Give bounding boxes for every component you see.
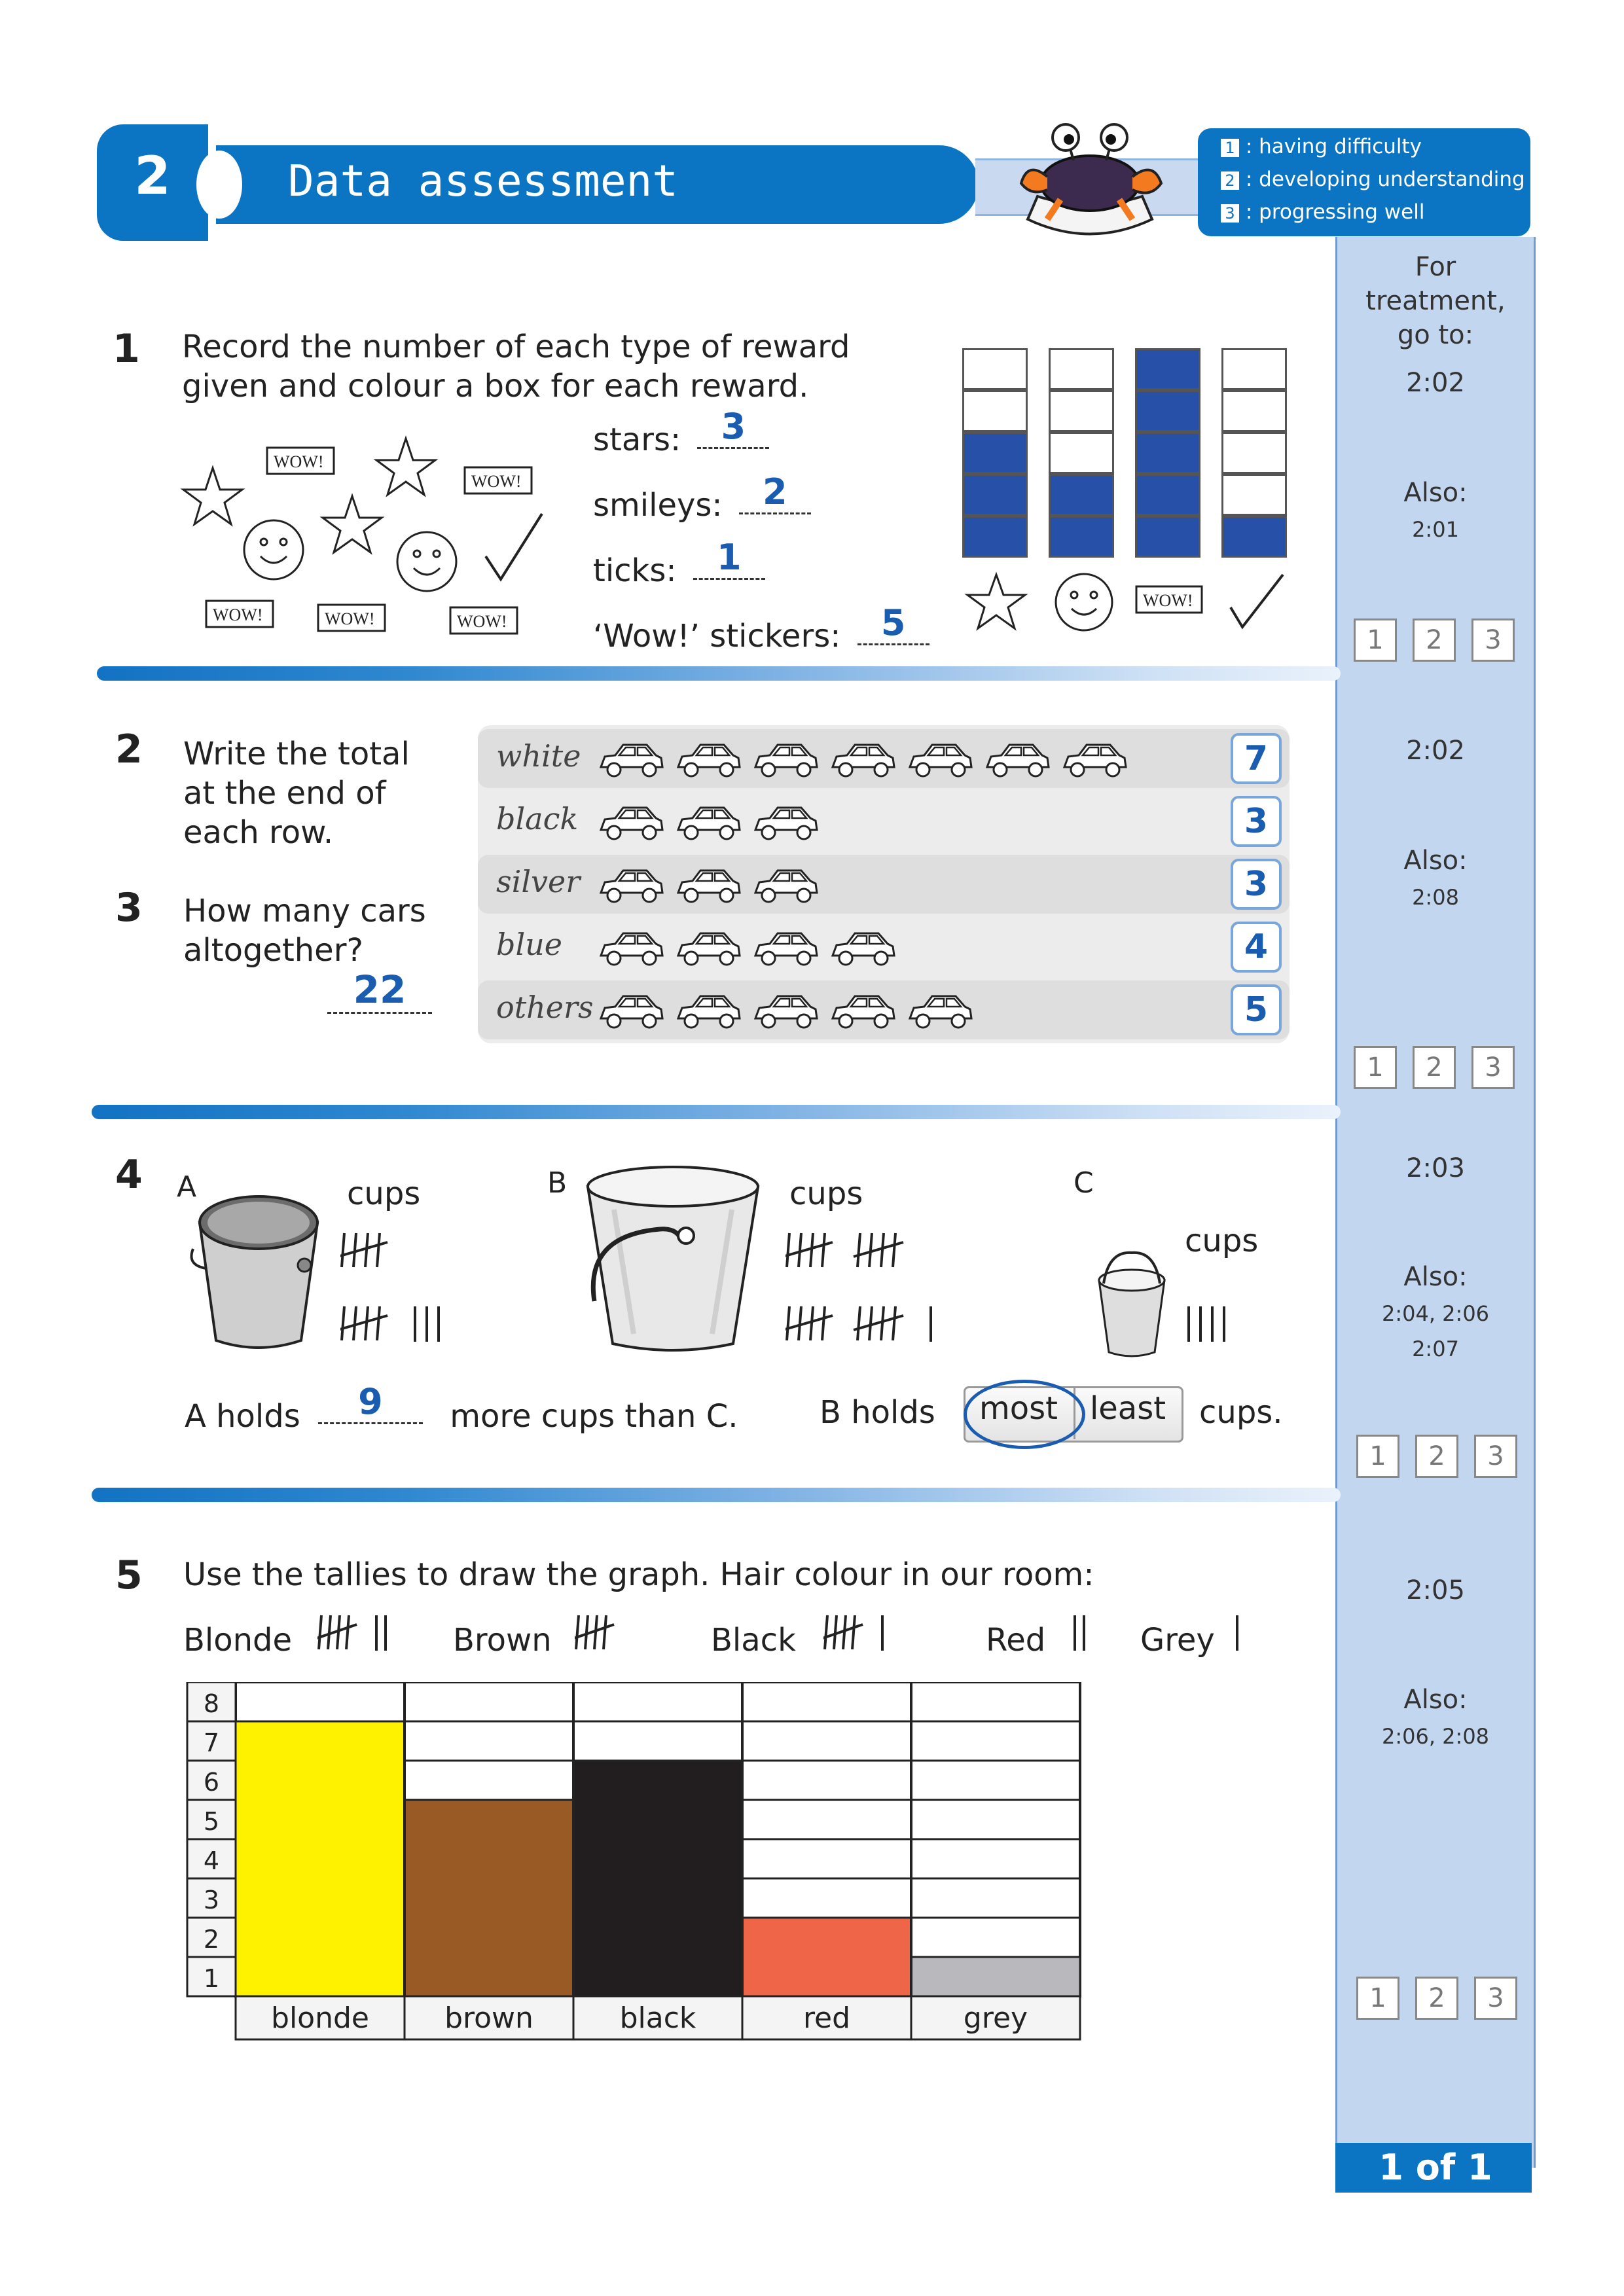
car-icon [678, 870, 740, 902]
option-most[interactable]: most [979, 1390, 1058, 1427]
rating-box-3[interactable]: 3 [1471, 619, 1515, 662]
car-icon [601, 933, 662, 965]
question-number: 4 [115, 1152, 143, 1198]
rating-box-1[interactable]: 1 [1354, 619, 1397, 662]
car-icon [755, 933, 817, 965]
tally-mark [810, 1233, 813, 1267]
rewards-picture [170, 425, 556, 648]
car-colour-label: black [496, 801, 579, 836]
bar-grey [911, 1957, 1080, 1996]
graph-box-tick[interactable] [1221, 474, 1287, 516]
car-row-white [478, 729, 1290, 788]
bucket-c-cups: cups [1185, 1223, 1259, 1259]
treatment-sidebar [1335, 237, 1536, 2188]
graph-box-wow[interactable] [1135, 348, 1200, 390]
graph-box-smiley[interactable] [1049, 474, 1114, 516]
also-label: Also: [1403, 1262, 1468, 1292]
tally-marks-black [823, 1609, 915, 1661]
svg-text:WOW!: WOW! [213, 605, 263, 624]
page-counter-label: 1 of 1 [1379, 2147, 1492, 2188]
tally-mark [342, 1233, 344, 1267]
tally-mark [377, 1306, 380, 1340]
section-divider [92, 1105, 1341, 1119]
option-least[interactable]: least [1089, 1390, 1166, 1427]
car-icons [596, 984, 1185, 1037]
record-label: ticks: [593, 552, 677, 589]
y-tick-label: 5 [203, 1807, 220, 1836]
graph-box-wow[interactable] [1135, 432, 1200, 474]
category-label: red [803, 2001, 851, 2035]
graph-box-tick[interactable] [1221, 390, 1287, 432]
compare-sentence-2: B holds [820, 1394, 935, 1431]
legend-text: : progressing well [1245, 200, 1425, 224]
bucket-a-icon [187, 1183, 331, 1360]
y-tick-label: 8 [203, 1689, 220, 1718]
tally-mark [810, 1306, 813, 1340]
car-colour-label: silver [496, 864, 581, 899]
tick-icon [486, 514, 542, 579]
car-icon [678, 996, 740, 1028]
bar-red [742, 1918, 911, 1996]
car-row-blue [478, 918, 1290, 977]
row-total-box[interactable]: 3 [1231, 859, 1282, 910]
tally-mark [852, 1615, 855, 1649]
svg-text:WOW!: WOW! [457, 612, 507, 631]
graph-box-star[interactable] [962, 390, 1028, 432]
tally-mark [319, 1615, 321, 1649]
tally-mark [576, 1615, 579, 1649]
also-ref: 2:01 [1412, 517, 1459, 542]
tally-marks-red [1071, 1609, 1110, 1661]
rating-box-3[interactable]: 3 [1474, 1435, 1517, 1478]
rating-box-3[interactable]: 3 [1471, 1046, 1515, 1089]
y-tick-label: 2 [203, 1925, 220, 1954]
tally-mark [365, 1306, 368, 1340]
question-prompt: Use the tallies to draw the graph. Hair colour in our room: [183, 1556, 1094, 1593]
tally-mark [825, 1615, 827, 1649]
graph-box-wow[interactable] [1135, 474, 1200, 516]
car-icons [596, 733, 1185, 785]
record-row-wow [593, 602, 929, 657]
compare-sentence-1 [185, 1381, 738, 1437]
record-row-stars [593, 406, 769, 461]
tally-mark [604, 1615, 606, 1649]
car-colour-label: blue [496, 927, 563, 962]
graph-box-star[interactable] [962, 516, 1028, 558]
car-icon [678, 933, 740, 965]
bucket-c-tally [1185, 1301, 1263, 1360]
category-label: brown [444, 2001, 533, 2035]
tally-mark [857, 1233, 860, 1267]
tally-mark [377, 1233, 380, 1267]
graph-box-tick[interactable] [1221, 432, 1287, 474]
bucket-a-tally [340, 1228, 484, 1359]
graph-box-smiley[interactable] [1049, 390, 1114, 432]
wow-sticker-icon [206, 448, 532, 634]
rating-box-1[interactable]: 1 [1356, 1977, 1399, 2020]
car-icon [910, 745, 971, 776]
crab-mascot-icon [1001, 121, 1178, 249]
question-prompt: Write the total [183, 736, 410, 772]
legend-key: 1 [1221, 139, 1239, 157]
tally-mark [346, 1615, 349, 1649]
record-row-smileys [593, 471, 811, 526]
rating-box-2[interactable]: 2 [1413, 619, 1456, 662]
header-number: 2 [134, 145, 171, 206]
car-colour-label: white [496, 738, 581, 774]
car-row-others [478, 980, 1290, 1039]
car-row-black [478, 792, 1290, 851]
question-prompt: each row. [183, 814, 334, 851]
svg-text:WOW!: WOW! [1143, 591, 1193, 610]
row-total-box[interactable]: 3 [1231, 796, 1282, 847]
category-label: black [619, 2001, 696, 2035]
graph-box-smiley[interactable] [1049, 348, 1114, 390]
record-answer[interactable]: 2 [739, 471, 811, 514]
row-total-box[interactable]: 4 [1231, 922, 1282, 973]
page-title: Data assessment [288, 156, 679, 206]
tally-strike [340, 1316, 388, 1330]
legend-item-1 [1221, 135, 1422, 158]
rating-box-1[interactable]: 1 [1354, 1046, 1397, 1089]
graph-box-star[interactable] [962, 348, 1028, 390]
tally-mark [881, 1306, 884, 1340]
goto-ref: 2:03 [1406, 1153, 1465, 1183]
most-selection-circle [964, 1380, 1085, 1449]
goto-ref: 2:02 [1406, 736, 1465, 766]
bar-brown [405, 1800, 573, 1996]
question-number: 5 [115, 1552, 143, 1598]
graph-box-wow[interactable] [1135, 516, 1200, 558]
tally-mark [822, 1233, 825, 1267]
smiley-icon [1056, 574, 1112, 630]
question-number: 2 [115, 726, 143, 772]
goto-ref: 2:05 [1406, 1575, 1465, 1605]
tally-mark [787, 1306, 789, 1340]
tally-strike [854, 1242, 903, 1257]
graph-box-star[interactable] [962, 432, 1028, 474]
tally-label-red: Red [986, 1622, 1046, 1659]
tally-label-brown: Brown [453, 1622, 552, 1659]
tally-strike [340, 1242, 388, 1257]
block-graph [962, 348, 1290, 564]
tally-mark [822, 1306, 825, 1340]
difference-answer[interactable]: 9 [318, 1381, 423, 1424]
rating-box-3[interactable]: 3 [1474, 1977, 1517, 2020]
question-prompt: altogether? [183, 932, 363, 969]
rating-box-2[interactable]: 2 [1415, 1977, 1458, 2020]
car-colour-label: others [496, 990, 594, 1025]
section-divider [92, 1488, 1341, 1502]
tally-mark [857, 1306, 860, 1340]
tally-label-blonde: Blonde [183, 1622, 293, 1659]
legend-key: 2 [1221, 171, 1239, 190]
record-label: smileys: [593, 487, 723, 524]
smiley-icon [244, 520, 456, 591]
category-label: grey [963, 2001, 1028, 2035]
row-total-box[interactable]: 7 [1231, 733, 1282, 784]
question-prompt: given and colour a box for each reward. [182, 368, 809, 404]
record-answer[interactable]: 3 [697, 406, 769, 449]
goto-ref: 2:02 [1406, 368, 1465, 398]
section-divider [97, 666, 1341, 681]
car-icon [601, 808, 662, 839]
rating-box-1[interactable]: 1 [1356, 1435, 1399, 1478]
svg-text:WOW!: WOW! [325, 609, 375, 628]
hair-colour-bar-chart [183, 1682, 1087, 2049]
also-ref: 2:04, 2:06 [1381, 1301, 1490, 1326]
graph-box-tick[interactable] [1221, 516, 1287, 558]
graph-box-smiley[interactable] [1049, 516, 1114, 558]
sentence-text: cups. [1199, 1394, 1283, 1431]
car-icon [601, 996, 662, 1028]
cars-table [478, 725, 1290, 1043]
car-icons [596, 859, 1185, 911]
car-icon [833, 745, 894, 776]
record-row-ticks [593, 537, 765, 592]
legend-key: 3 [1221, 204, 1239, 223]
bar-black [573, 1761, 742, 1996]
car-icon [755, 745, 817, 776]
car-icons [596, 922, 1185, 974]
category-label: blonde [271, 2001, 369, 2035]
rating-box-2[interactable]: 2 [1413, 1046, 1456, 1089]
record-label: stars: [593, 422, 681, 458]
tally-marks-blonde [317, 1609, 422, 1661]
bucket-b-icon [568, 1157, 778, 1360]
tally-strike [785, 1242, 833, 1257]
sidebar-intro: For treatment, go to: [1365, 252, 1506, 350]
also-label: Also: [1403, 846, 1468, 876]
y-tick-label: 4 [203, 1846, 220, 1875]
bucket-b-letter: B [547, 1166, 568, 1200]
legend-item-3 [1221, 200, 1424, 224]
car-icon [601, 745, 662, 776]
also-label: Also: [1403, 1685, 1468, 1715]
bar-blonde [236, 1721, 405, 1996]
also-ref: 2:08 [1412, 885, 1459, 910]
tally-label-grey: Grey [1140, 1622, 1215, 1659]
tally-strike [854, 1316, 903, 1330]
block-graph-icons [962, 568, 1290, 640]
question-prompt: at the end of [183, 775, 386, 812]
legend-text: : developing understanding [1245, 168, 1525, 191]
bucket-a-cups: cups [347, 1175, 421, 1212]
record-answer[interactable]: 5 [857, 602, 929, 645]
graph-box-tick[interactable] [1221, 348, 1287, 390]
rating-box-2[interactable]: 2 [1415, 1435, 1458, 1478]
question-number: 3 [115, 885, 143, 931]
question-prompt: How many cars [183, 893, 426, 929]
record-answer[interactable]: 1 [693, 537, 765, 580]
car-icon [987, 745, 1049, 776]
car-icon [1064, 745, 1126, 776]
total-cars-answer[interactable]: 22 [327, 967, 432, 1014]
tally-marks-brown [575, 1609, 653, 1661]
svg-text:WOW!: WOW! [274, 452, 324, 471]
car-icon [678, 745, 740, 776]
car-icon [678, 808, 740, 839]
car-icons [596, 796, 1185, 848]
car-icon [755, 996, 817, 1028]
also-ref: 2:06, 2:08 [1381, 1724, 1490, 1749]
bucket-b-tally [785, 1228, 982, 1359]
star-icon [967, 575, 1025, 628]
car-icon [601, 870, 662, 902]
sentence-text: A holds [185, 1398, 300, 1435]
legend-item-2 [1221, 168, 1525, 191]
y-tick-label: 1 [203, 1964, 220, 1993]
graph-box-star[interactable] [962, 474, 1028, 516]
car-icon [833, 933, 894, 965]
graph-box-wow[interactable] [1135, 390, 1200, 432]
legend-text: : having difficulty [1245, 135, 1422, 158]
tally-label-black: Black [711, 1622, 796, 1659]
record-label: ‘Wow!’ stickers: [593, 618, 841, 655]
graph-box-smiley[interactable] [1049, 432, 1114, 474]
car-icon [833, 996, 894, 1028]
y-tick-label: 7 [203, 1729, 220, 1757]
y-tick-label: 3 [203, 1886, 220, 1914]
svg-text:WOW!: WOW! [471, 472, 522, 491]
bucket-c-letter: C [1074, 1166, 1094, 1200]
question-number: 1 [113, 326, 140, 372]
tally-mark [787, 1233, 789, 1267]
car-row-silver [478, 855, 1290, 914]
tally-mark [893, 1306, 895, 1340]
also-label: Also: [1403, 478, 1468, 508]
car-icon [755, 808, 817, 839]
car-icon [755, 870, 817, 902]
sentence-text: more cups than C. [450, 1398, 738, 1435]
bucket-a-letter: A [177, 1170, 197, 1204]
also-ref: 2:07 [1412, 1336, 1459, 1361]
tally-strike [785, 1316, 833, 1330]
tally-marks-grey [1233, 1609, 1259, 1661]
row-total-box[interactable]: 5 [1231, 984, 1282, 1035]
tally-mark [893, 1233, 895, 1267]
bucket-c-icon [1089, 1247, 1174, 1359]
bucket-b-cups: cups [789, 1175, 863, 1212]
wow-sticker-icon [1136, 586, 1202, 613]
question-prompt: Record the number of each type of reward [182, 329, 850, 365]
car-icon [910, 996, 971, 1028]
tick-icon [1231, 575, 1283, 627]
tally-mark [365, 1233, 368, 1267]
y-tick-label: 6 [203, 1768, 220, 1797]
tally-mark [342, 1306, 344, 1340]
tally-mark [881, 1233, 884, 1267]
